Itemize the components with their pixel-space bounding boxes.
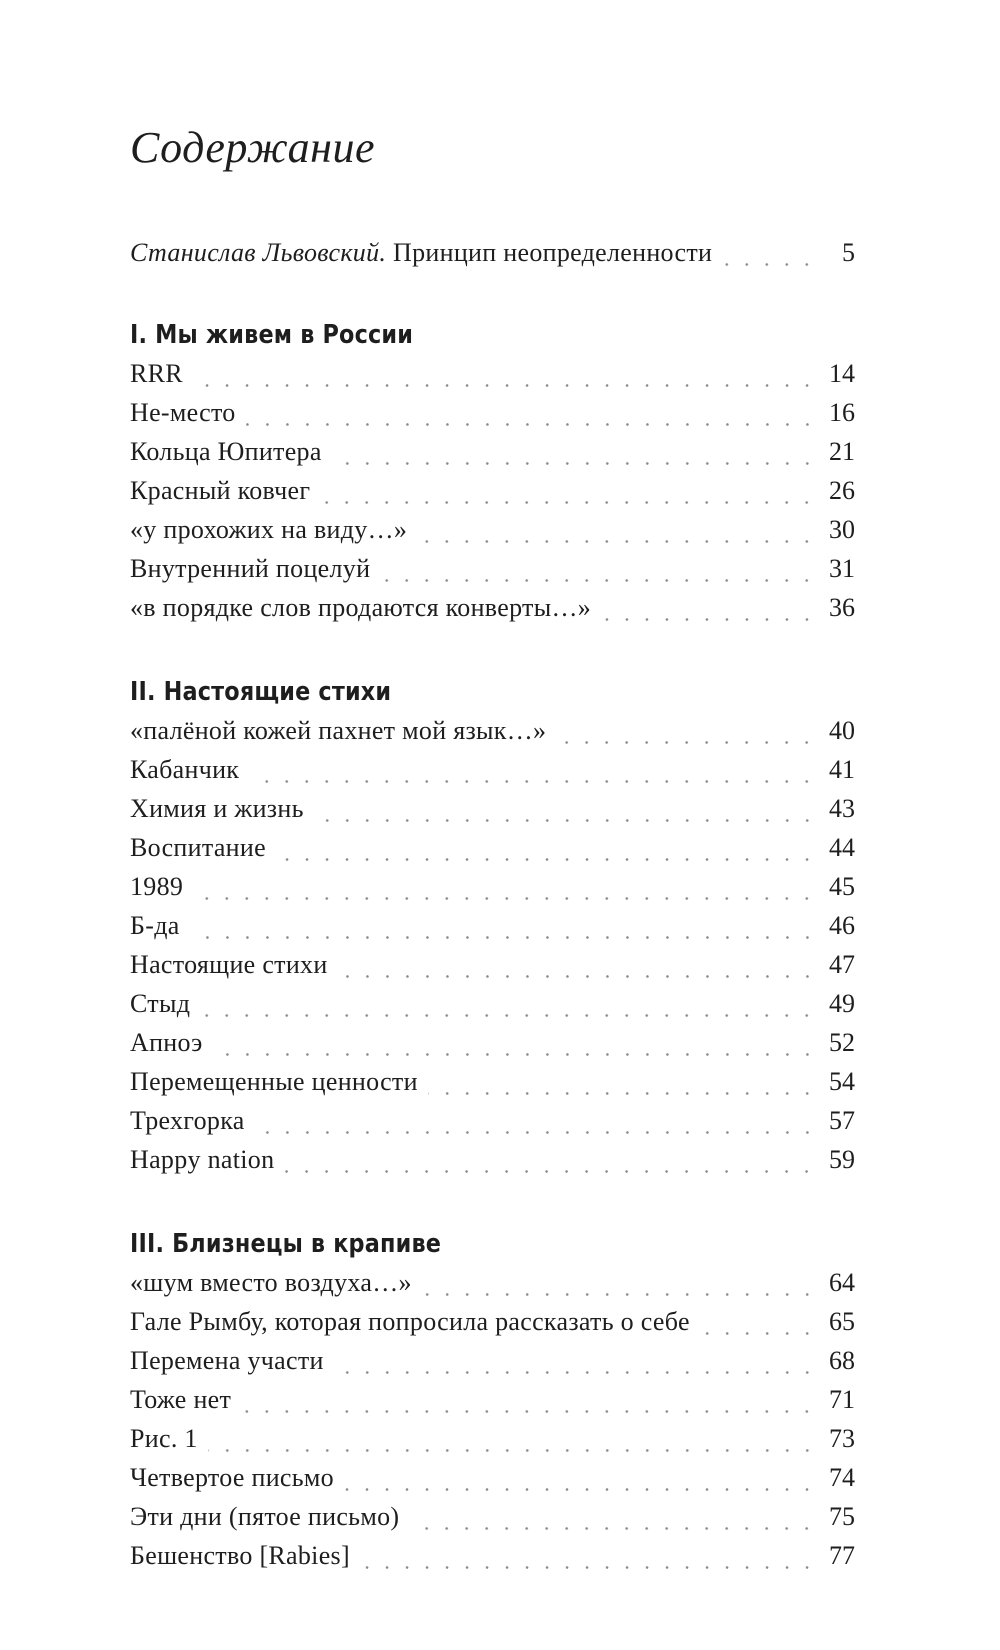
dot-leader (213, 1053, 817, 1056)
toc-entry-title: Внутренний поцелуй (130, 554, 371, 583)
dot-leader (193, 384, 817, 387)
toc-entry-page: 65 (829, 1307, 855, 1336)
dot-leader (241, 1410, 817, 1413)
toc-entry (130, 1541, 855, 1580)
toc-entry (130, 794, 855, 833)
toc-entry (130, 911, 855, 950)
toc-entry (130, 1424, 855, 1463)
section-title: I. Мы живем в России (130, 320, 414, 350)
toc-entry (130, 872, 855, 911)
toc-entry-page: 14 (829, 359, 855, 388)
dot-leader (422, 1293, 817, 1296)
toc-entry (130, 515, 855, 554)
toc-entry-page: 5 (842, 238, 855, 267)
toc-entry-title: «шум вместо воздуха…» (130, 1268, 412, 1297)
toc-entry-title: Перемена участи (130, 1346, 324, 1375)
toc-entry-title: «в порядке слов продаются конверты…» (130, 593, 592, 622)
dot-leader (360, 1566, 817, 1569)
toc-entry (130, 716, 855, 755)
toc-entry-title: Рис. 1 (130, 1424, 198, 1453)
toc-entry (130, 1463, 855, 1502)
toc-entry (130, 398, 855, 437)
toc-entry-title: Бешенство [Rabies] (130, 1541, 350, 1570)
toc-entry (130, 437, 855, 476)
toc-entry-title: Перемещенные ценности (130, 1067, 418, 1096)
toc-entry-page: 26 (829, 476, 855, 505)
toc-entry (130, 989, 855, 1028)
dot-leader (320, 501, 817, 504)
toc-section (130, 670, 855, 1184)
toc-entry-page: 43 (829, 794, 855, 823)
table-of-contents (130, 238, 855, 1618)
toc-entry (130, 1106, 855, 1145)
dot-leader (428, 1092, 817, 1095)
toc-section (130, 1222, 855, 1580)
toc-entry-page: 16 (829, 398, 855, 427)
toc-entry (130, 950, 855, 989)
toc-entry-title: Трехгорка (130, 1106, 245, 1135)
toc-entry (130, 1502, 855, 1541)
toc-entry-page: 74 (829, 1463, 855, 1492)
toc-entry-page: 31 (829, 554, 855, 583)
toc-entry-title: 1989 (130, 872, 184, 901)
toc-entry-page: 44 (829, 833, 855, 862)
toc-entry-title: Эти дни (пятое письмо) (130, 1502, 400, 1531)
toc-entry-title: Четвертое письмо (130, 1463, 334, 1492)
toc-entry-page: 45 (829, 872, 855, 901)
toc-entry-page: 40 (829, 716, 855, 745)
dot-leader (700, 1332, 817, 1335)
toc-section (130, 313, 855, 632)
toc-entry-page: 68 (829, 1346, 855, 1375)
toc-entry (130, 476, 855, 515)
toc-entry-label (130, 238, 712, 268)
toc-entry-page: 71 (829, 1385, 855, 1414)
toc-entry-title: Воспитание (130, 833, 266, 862)
toc-entry-author: Станислав Львовский. (130, 238, 387, 267)
toc-entry-title: Апноэ (130, 1028, 203, 1057)
section-title: II. Настоящие стихи (130, 677, 392, 707)
toc-entry-page: 46 (829, 911, 855, 940)
toc-entry-title: Красный ковчег (130, 476, 311, 505)
dot-leader (200, 1014, 817, 1017)
dot-leader (208, 1449, 817, 1452)
toc-entry-title: Кольца Юпитера (130, 437, 322, 466)
toc-entry-title: Принцип неопределенности (393, 238, 713, 267)
toc-entry (130, 1028, 855, 1067)
toc-entry-title: Кабанчик (130, 755, 240, 784)
toc-entry-intro (130, 238, 855, 277)
toc-entry-page: 49 (829, 989, 855, 1018)
dot-leader (190, 936, 817, 939)
section-title: III. Близнецы в крапиве (130, 1229, 442, 1259)
toc-entry (130, 1346, 855, 1385)
page-title: Содержание (130, 123, 376, 172)
toc-entry (130, 1385, 855, 1424)
toc-entry-title: «у прохожих на виду…» (130, 515, 408, 544)
dot-leader (409, 1527, 817, 1530)
toc-entry-page: 21 (829, 437, 855, 466)
toc-entry-page: 41 (829, 755, 855, 784)
toc-entry-title: Химия и жизнь (130, 794, 304, 823)
toc-entry-title: Настоящие стихи (130, 950, 328, 979)
dot-leader (314, 819, 817, 822)
dot-leader (722, 263, 817, 266)
toc-entry-page: 30 (829, 515, 855, 544)
toc-entry-page: 36 (829, 593, 855, 622)
toc-entry-page: 47 (829, 950, 855, 979)
toc-entry (130, 755, 855, 794)
toc-entry-title: Не-место (130, 398, 236, 427)
toc-entry-page: 52 (829, 1028, 855, 1057)
toc-entry-title: Тоже нет (130, 1385, 232, 1414)
toc-entry (130, 554, 855, 593)
toc-entry (130, 833, 855, 872)
dot-leader (417, 540, 817, 543)
toc-entry-title: RRR (130, 359, 183, 388)
dot-leader (255, 1131, 817, 1134)
dot-leader (284, 1170, 817, 1173)
dot-leader (344, 1488, 817, 1491)
toc-entry-title: Стыд (130, 989, 191, 1018)
toc-entry-page: 77 (829, 1541, 855, 1570)
toc-entry-page: 54 (829, 1067, 855, 1096)
toc-entry-page: 59 (829, 1145, 855, 1174)
toc-entry (130, 359, 855, 398)
dot-leader (332, 462, 817, 465)
toc-entry (130, 1307, 855, 1346)
dot-leader (249, 780, 817, 783)
dot-leader (276, 858, 817, 861)
dot-leader (338, 975, 817, 978)
toc-entry-title: Гале Рымбу, которая попросила рассказать о себе (130, 1307, 690, 1336)
toc-sections (130, 313, 855, 1580)
dot-leader (193, 897, 817, 900)
dot-leader (246, 423, 817, 426)
toc-entry (130, 1067, 855, 1106)
toc-entry (130, 1268, 855, 1307)
toc-entry (130, 593, 855, 632)
toc-entry (130, 1145, 855, 1184)
toc-entry-title: Б-да (130, 911, 180, 940)
toc-entry-page: 75 (829, 1502, 855, 1531)
toc-entry-page: 64 (829, 1268, 855, 1297)
dot-leader (334, 1371, 817, 1374)
toc-entry-title: Happy nation (130, 1145, 275, 1174)
toc-entry-title: «палёной кожей пахнет мой язык…» (130, 716, 547, 745)
dot-leader (601, 618, 817, 621)
dot-leader (380, 579, 817, 582)
toc-entry-page: 73 (829, 1424, 855, 1453)
dot-leader (556, 741, 817, 744)
toc-entry-page: 57 (829, 1106, 855, 1135)
